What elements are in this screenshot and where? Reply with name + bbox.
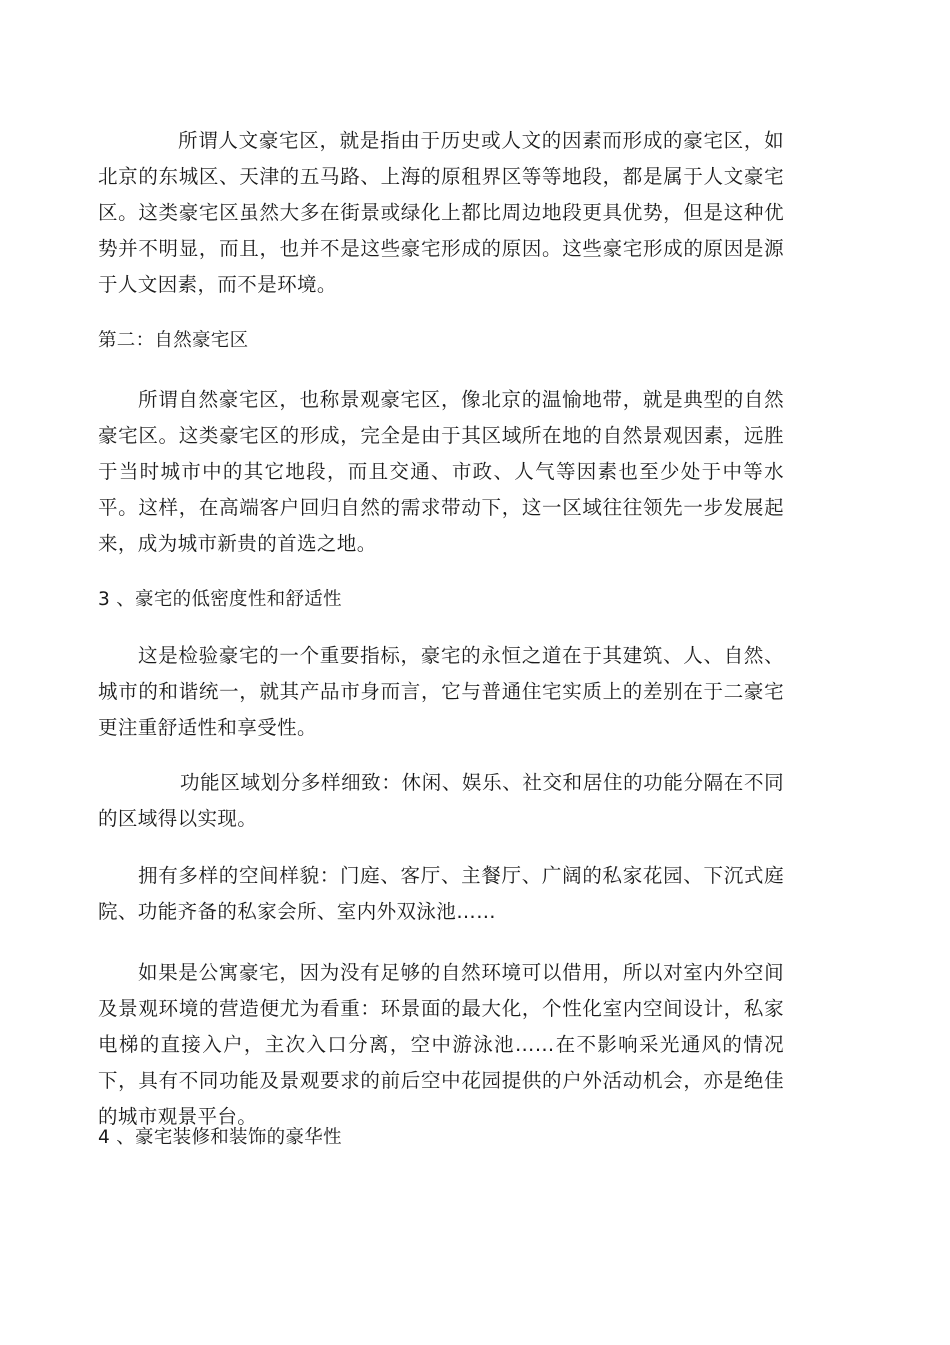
paragraph-apartment-luxury: 如果是公寓豪宅，因为没有足够的自然环境可以借用，所以对室内外空间及景观环境的营造便尤为看重：环景面的最大化，个性化室内空间设计，私家电梯的直接入户，主次入口分离，空中游泳池……在不影响采光通风的情况下，具有不同功能及景观要求的前后空中花园提供的户外活动机会，亦是绝佳的城市观景平台。 xyxy=(98,961,784,1128)
heading-decoration: 4 、豪宅装修和装饰的豪华性 xyxy=(98,1127,342,1148)
paragraph-functional-zones: 功能区域划分多样细致：休闲、娱乐、社交和居住的功能分隔在不同的区域得以实现。 xyxy=(98,771,784,830)
paragraph-spaces: 拥有多样的空间样貌：门庭、客厅、主餐厅、广阔的私家花园、下沉式庭院、功能齐备的私家会所、室内外双泳池…… xyxy=(98,864,784,923)
paragraph-low-density: 这是检验豪宅的一个重要指标，豪宅的永恒之道在于其建筑、人、自然、城市的和谐统一，就其产品市身而言，它与普通住宅实质上的差别在于二豪宅更注重舒适性和享受性。 xyxy=(98,644,784,739)
heading-natural-district: 第二：自然豪宅区 xyxy=(98,330,249,351)
heading-low-density: 3 、豪宅的低密度性和舒适性 xyxy=(98,589,342,610)
paragraph-natural-district: 所谓自然豪宅区，也称景观豪宅区，像北京的温愉地带，就是典型的自然豪宅区。这类豪宅区的形成，完全是由于其区域所在地的自然景观因素，远胜于当时城市中的其它地段，而且交通、市政、人气等因素也至少处于中等水平。这样，在高端客户回归自然的需求带动下，这一区域往往领先一步发展起来，成为城市新贵的首选之地。 xyxy=(98,388,784,555)
paragraph-cultural-district: 所谓人文豪宅区，就是指由于历史或人文的因素而形成的豪宅区，如北京的东城区、天津的五马路、上海的原租界区等等地段，都是属于人文豪宅区。这类豪宅区虽然大多在街景或绿化上都比周边地段更具优势，但是这种优势并不明显，而且，也并不是这些豪宅形成的原因。这些豪宅形成的原因是源于人文因素，而不是环境。 xyxy=(98,129,784,296)
